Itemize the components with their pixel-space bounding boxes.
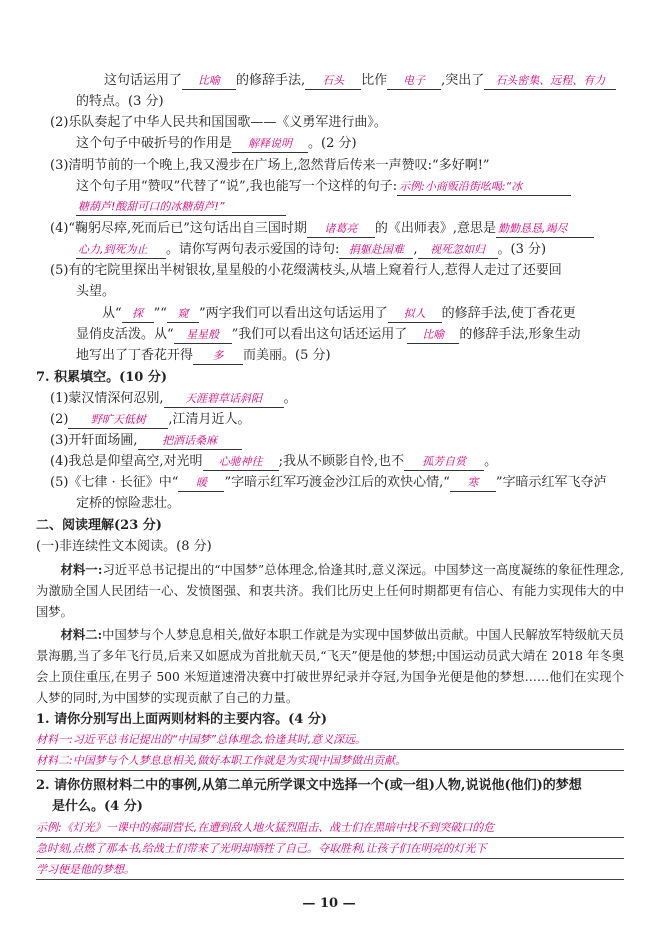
- text: 比作: [361, 73, 388, 88]
- answer-blank: 窥: [167, 306, 199, 323]
- text: 从“: [102, 306, 122, 321]
- text: 。: [283, 391, 297, 406]
- answer-line: [36, 818, 624, 838]
- text: 这个句子用“赞叹”代替了“说”,我也能写一个这样的句子:: [76, 179, 398, 194]
- text: (1)蒙汉情深何忍别,: [50, 391, 164, 406]
- text: 的修辞手法,: [236, 73, 306, 88]
- text: ”字暗示红军巧渡金沙江后的欢快心情,“: [224, 475, 450, 490]
- text: 这个句子中破折号的作用是: [76, 136, 233, 151]
- material-text: 中国梦与个人梦息息相关,做好本职工作就是为实现中国梦做出贡献。中国人民解放军特级航天员景海鹏,当了多年飞行员,后来又如愿成为首批航天员,“飞天”便是他的梦想;中国运动员武大靖在 2018 年冬奥会上顶住重压,在男子 500 米短道速滑决赛中打破世界纪录并夺冠,为国争光便是他的梦想……他们在实现个人梦的同时,为中国梦的实现贡献了自己的力量。: [36, 628, 624, 705]
- q7-item1: [50, 390, 297, 408]
- answer-line: [36, 730, 624, 750]
- q-metaphor-line: [104, 72, 616, 90]
- text: (4)“鞠躬尽瘁,死而后已”这句话出自三国时期: [50, 221, 307, 236]
- answer-blank: 捐躯赴国难: [339, 242, 413, 259]
- answer-line: [36, 860, 624, 880]
- text: ,: [413, 242, 418, 257]
- answer-blank: 暖: [178, 475, 224, 492]
- q4-line1: [50, 220, 594, 238]
- text: ;我从不顾影自怜,也不: [278, 454, 405, 469]
- answer-blank: 拟人: [388, 306, 442, 323]
- text: ”字暗示红军飞夺泸: [495, 475, 607, 490]
- answer-text: 材料二:中国梦与个人梦息息相关,做好本职工作就是为实现中国梦做出贡献。: [36, 754, 407, 767]
- text: ,江清月近人。: [168, 412, 251, 427]
- answer-text: 材料一:习近平总书记提出的“中国梦”总体理念,恰逢其时,意义深远。: [36, 733, 367, 746]
- text: (5)《七律 · 长征》中“: [50, 475, 179, 490]
- text: 的《出师表》,意思是: [374, 221, 496, 236]
- q5-line5: [76, 347, 331, 365]
- answer-blank: 石头密集、远程、有力: [484, 73, 616, 90]
- q7-item4: [50, 453, 497, 471]
- answer-line: [36, 751, 624, 771]
- reading-q2-title-line2: 是什么。(4 分): [52, 799, 143, 814]
- answer-blank: 心驰神往: [203, 454, 279, 471]
- answer-blank: 探: [122, 306, 154, 323]
- q-metaphor-tail: 的特点。(3 分): [76, 94, 164, 109]
- subsection-title: (一)非连续性文本阅读。(8 分): [36, 539, 212, 554]
- text: 。请你写两句表示爱国的诗句:: [166, 242, 340, 257]
- answer-blank: 把酒话桑麻: [138, 433, 242, 450]
- material-label: 材料一:: [60, 562, 103, 577]
- section-title: 二、阅读理解(23 分): [36, 518, 162, 533]
- text: 而美丽。(5 分): [243, 348, 331, 363]
- material-label: 材料二:: [60, 627, 103, 642]
- material-two: [36, 624, 624, 709]
- text: 。(2 分): [308, 136, 357, 151]
- text: 的修辞手法,使丁香花更: [441, 306, 576, 321]
- q3-line1: (3)清明节前的一个晚上,我又漫步在广场上,忽然背后传来一声赞叹:“多好啊!”: [50, 158, 490, 173]
- text: ,突出了: [441, 73, 485, 88]
- text: 。(3 分): [497, 242, 547, 257]
- answer-blank: 多: [193, 348, 243, 365]
- text: ”两字我们可以看出这句话运用了: [198, 306, 388, 321]
- q7-item5: [50, 474, 607, 492]
- text: 这句话运用了: [104, 73, 183, 88]
- material-one: [36, 559, 624, 623]
- text: 地写出了丁香花开得: [76, 348, 194, 363]
- answer-blank: 比喻: [407, 327, 459, 344]
- answer-blank: 比喻: [182, 73, 236, 90]
- q7-title: 7. 积累填空。(10 分): [36, 370, 168, 385]
- answer-blank: 心力,到死为止: [76, 242, 166, 259]
- page-number: — 10 —: [302, 896, 356, 911]
- q5-line4: [76, 326, 580, 344]
- answer-blank: 天涯碧草话斜阳: [164, 391, 284, 408]
- answer-blank: 电子: [387, 73, 441, 90]
- answer-text: 示例:《灯光》一课中的郝副营长,在遭到敌人地火猛烈阻击、战士们在黑暗中找不到突破口的危: [36, 821, 495, 834]
- text: ”“: [153, 306, 167, 321]
- text: ”我们可以看出这句话还运用了: [231, 327, 408, 342]
- answer-blank: 星星般: [174, 327, 232, 344]
- q3-line3: [76, 198, 286, 216]
- reading-q2-title: 2. 请你仿照材料二中的事例,从第二单元所学课文中选择一个(或一组)人物,说说他(他们)的梦想: [36, 778, 582, 793]
- material-text: 习近平总书记提出的“中国梦”总体理念,恰逢其时,意义深远。中国梦这一高度凝练的象征性理念,为激励全国人民团结一心、发愤图强、和衷共济。我们比历史上任何时期都更有信心、有能力实现伟大的中国梦。: [36, 563, 624, 619]
- text: (2): [50, 412, 69, 427]
- answer-blank: 石头: [305, 73, 361, 90]
- answer-blank: 解释说明: [232, 136, 308, 153]
- q7-item5-line2: 定桥的惊险悲壮。: [76, 496, 181, 511]
- reading-q1-title: 1. 请你分别写出上面两则材料的主要内容。(4 分): [36, 712, 327, 727]
- text: 的修辞手法,形象生动: [459, 327, 581, 342]
- answer-text: 急时刻,点燃了那本书,给战士们带来了光明却牺牲了自己。夺取胜利,让孩子们在明亮的灯光下: [36, 842, 487, 855]
- q2-line2: [76, 135, 357, 153]
- answer-blank: 诸葛亮: [307, 221, 375, 238]
- q7-item2: [50, 411, 251, 429]
- answer-line: [36, 839, 624, 859]
- answer-text: 学习便是他的梦想。: [36, 863, 135, 876]
- q3-line2: [76, 178, 571, 196]
- q4-line2: [76, 241, 546, 259]
- q5-line2: 头望。: [76, 284, 116, 299]
- answer-blank: 勤勤恳恳,竭尽: [496, 221, 594, 238]
- text: (3): [50, 433, 69, 448]
- answer-blank: 寒: [450, 475, 496, 492]
- q2-line1: (2)乐队奏起了中华人民共和国国歌——《义勇军进行曲》。: [50, 115, 387, 130]
- text: 开轩面场圃,: [68, 433, 138, 448]
- answer-blank: 野旷天低树: [68, 412, 168, 429]
- answer-blank: 糖葫芦!酸甜可口的冰糖葫芦!”: [76, 199, 286, 216]
- text: 。: [484, 454, 498, 469]
- q5-line3: [102, 305, 576, 323]
- text: (4)我总是仰望高空,对光明: [50, 454, 203, 469]
- answer-blank: 孤芳自赏: [404, 454, 484, 471]
- text: 显俏皮活泼。从“: [76, 327, 174, 342]
- answer-blank: 示例:小商贩沿街吆喝:“冰: [397, 179, 571, 196]
- q7-item3: [50, 432, 242, 450]
- q5-line1: (5)有的宅院里探出半树银妆,星星般的小花缀满枝头,从墙上窥着行人,惹得人走过了还要回: [50, 263, 562, 278]
- answer-blank: 视死忽如归: [418, 242, 498, 259]
